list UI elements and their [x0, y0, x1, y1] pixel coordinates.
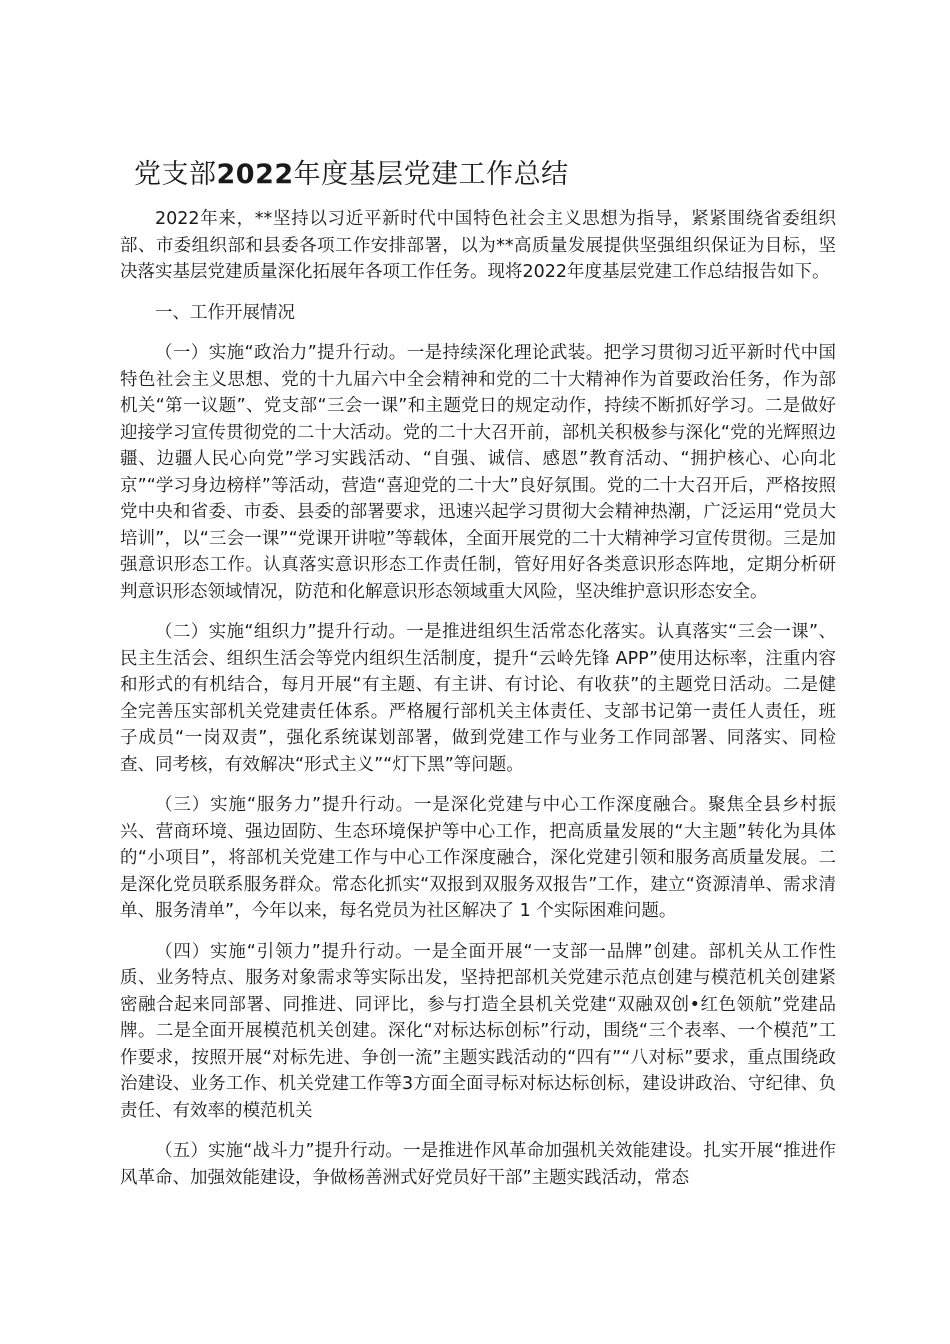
item-lead: （三）实施“服务力”提升行动。: [155, 795, 414, 815]
item-paragraph-3: [120, 792, 836, 925]
item-text: 一是全面开展“一支部一品牌”创建。部机关从工作性质、业务特点、服务对象需求等实际出发，坚持把部机关党建示范点创建与模范机关创建紧密融合起来同部署、同推进、同评比，参与打造全县机关党建“双融双创•红色领航”党建品牌。二是全面开展模范机关创建。深化“对标达标创标”行动，围绕“三个表率、一个模范”工作要求，按照开展“对标先进、争创一流”主题实践活动的“四有”“八对标”要求，重点围绕政治建设、业务工作、机关党建工作等3方面全面寻标对标达标创标，建设讲政治、守纪律、负责任、有效率的模范机关: [120, 941, 836, 1121]
item-text: 一是深化党建与中心工作深度融合。聚焦全县乡村振兴、营商环境、强边固防、生态环境保护等中心工作，把高质量发展的“大主题”转化为具体的“小项目”，将部机关党建工作与中心工作深度融合，深化党建引领和服务高质量发展。二是深化党员联系服务群众。常态化抓实“双报到双服务双报告”工作，建立“资源清单、需求清单、服务清单”，今年以来，每名党员为社区解决了 1 个实际困难问题。: [120, 795, 836, 921]
item-text: 一是推进组织生活常态化落实。认真落实“三会一课”、民主生活会、组织生活会等党内组织生活制度，提升“云岭先锋 APP”使用达标率，注重内容和形式的有机结合，每月开展“有主题、有主讲、有讨论、有收获”的主题党日活动。二是健全完善压实部机关党建责任体系。严格履行部机关主体责任、支部书记第一责任人责任，班子成员“一岗双责”，强化系统谋划部署，做到党建工作与业务工作同部署、同落实、同检查、同考核，有效解决“形式主义”“灯下黑”等问题。: [120, 622, 836, 775]
intro-paragraph: 2022年来，**坚持以习近平新时代中国特色社会主义思想为指导，紧紧围绕省委组织部、市委组织部和县委各项工作安排部署，以为**高质量发展提供坚强组织保证为目标，坚决落实基层党建质量深化拓展年各项工作任务。现将2022年度基层党建工作总结报告如下。: [120, 209, 836, 282]
document-title: [134, 152, 569, 191]
item-lead: （五）实施“战斗力”提升行动。: [155, 1141, 404, 1161]
item-lead: （一）实施“政治力”提升行动。: [155, 343, 407, 363]
item-text: 一是持续深化理论武装。把学习贯彻习近平新时代中国特色社会主义思想、党的十九届六中全会精神和党的二十大精神作为首要政治任务，作为部机关“第一议题”、党支部“三会一课”和主题党日的规定动作，持续不断抓好学习。二是做好迎接学习宣传贯彻党的二十大活动。党的二十大召开前，部机关积极参与深化“党的光辉照边疆、边疆人民心向党”学习实践活动、“自强、诚信、感恩”教育活动、“拥护核心、心向北京”“学习身边榜样”等活动，营造“喜迎党的二十大”良好氛围。党的二十大召开后，严格按照党中央和省委、市委、县委的部署要求，迅速兴起学习贯彻大会精神热潮，广泛运用“党员大培训”，以“三会一课”“党课开讲啦”等载体，全面开展党的二十大精神学习宣传贯彻。三是加强意识形态工作。认真落实意识形态工作责任制，管好用好各类意识形态阵地，定期分析研判意识形态领域情况，防范和化解意识形态领域重大风险，坚决维护意识形态安全。: [120, 343, 836, 602]
item-paragraph-4: [120, 939, 836, 1125]
title-suffix: 年度基层党建工作总结: [293, 159, 569, 190]
item-lead: （二）实施“组织力”提升行动。: [155, 622, 407, 642]
title-prefix: 党支部: [134, 159, 217, 190]
item-paragraph-2: [120, 619, 836, 778]
document-body: [120, 206, 836, 1205]
title-year: 2022: [216, 159, 294, 190]
item-paragraph-5: [120, 1138, 836, 1191]
item-lead: （四）实施“引领力”提升行动。: [155, 941, 414, 962]
section-heading: 一、工作开展情况: [155, 302, 295, 323]
item-paragraph-1: [120, 340, 836, 605]
item-text: 一是推进作风革命加强机关效能建设。扎实开展“推进作风革命、加强效能建设，争做杨善洲式好党员好干部”主题实践活动，常态: [120, 1141, 836, 1188]
